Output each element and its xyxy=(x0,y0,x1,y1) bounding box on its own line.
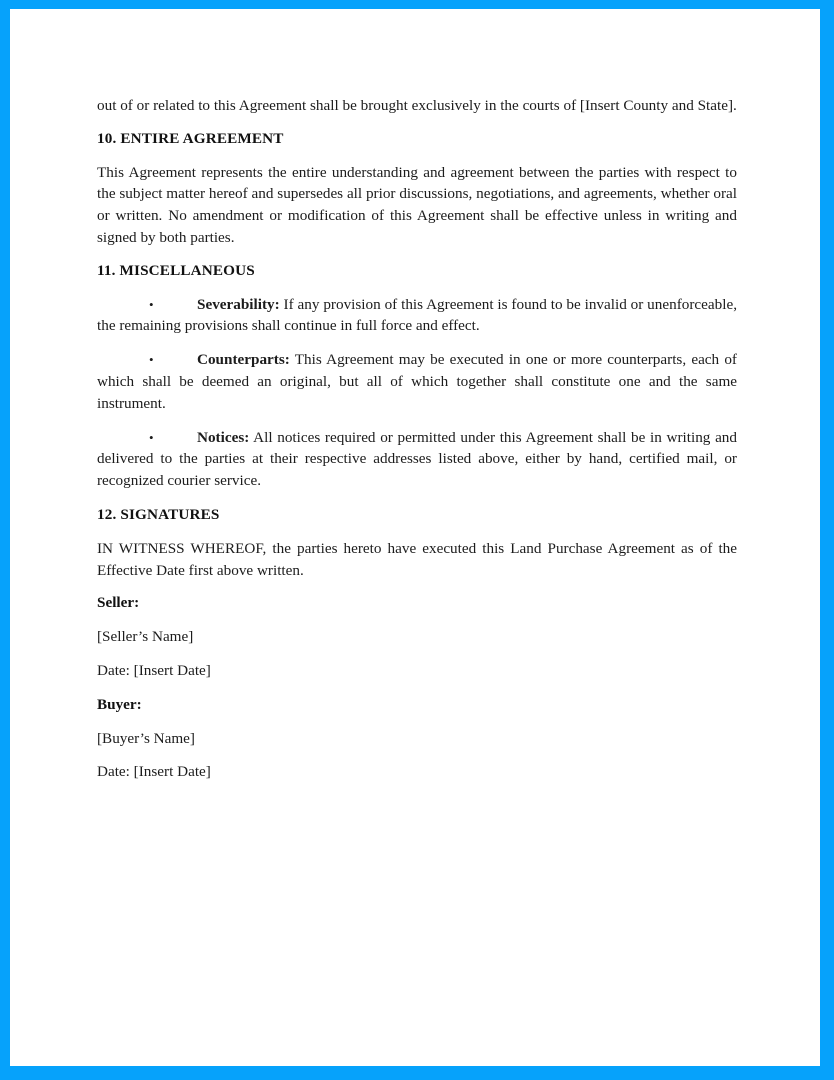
section-heading-entire-agreement: 10. ENTIRE AGREEMENT xyxy=(97,129,284,147)
section-paragraph-entire-agreement: This Agreement represents the entire understanding and agreement between the parties with respect to the subject matter hereof and supersedes all prior discussions, negotiations, and agreements, whether oral or written. No amendment or modification of this Agreement shall be effective unless in writing and signed by both parties. xyxy=(97,163,737,246)
bullet-point-icon: • xyxy=(149,296,154,312)
buyer-name-field: [Buyer’s Name] xyxy=(97,729,195,747)
continued-paragraph: out of or related to this Agreement shall be brought exclusively in the courts of [Insert County and State]. xyxy=(97,97,737,114)
section-heading-miscellaneous: 11. MISCELLANEOUS xyxy=(97,261,255,279)
bullet-term-notices: Notices: xyxy=(197,428,250,446)
bullet-item-notices xyxy=(97,427,737,492)
bullet-point-icon: • xyxy=(149,352,154,368)
buyer-label: Buyer: xyxy=(97,695,142,713)
bullet-term-counterparts: Counterparts: xyxy=(197,351,290,369)
bullet-term-severability: Severability: xyxy=(197,295,280,313)
section-heading-signatures: 12. SIGNATURES xyxy=(97,505,220,523)
seller-label: Seller: xyxy=(97,594,140,612)
seller-name-field: [Seller’s Name] xyxy=(97,628,194,646)
document-page xyxy=(10,9,820,1066)
bullet-text-severability: If any provision of this Agreement is found to be invalid or unenforceable, the remaining provisions shall continue in full force and effect. xyxy=(97,295,737,335)
seller-date-field: Date: [Insert Date] xyxy=(97,661,211,679)
document-body xyxy=(97,95,737,795)
bullet-point-icon: • xyxy=(149,429,154,445)
bullet-item-severability xyxy=(97,294,737,338)
bullet-item-counterparts xyxy=(97,349,737,414)
buyer-date-field: Date: [Insert Date] xyxy=(97,763,211,781)
bullet-text-notices: All notices required or permitted under this Agreement shall be in writing and delivered to the parties at their respective addresses listed above, either by hand, certified mail, or recognized courier service. xyxy=(97,428,737,490)
section-paragraph-signatures: IN WITNESS WHEREOF, the parties hereto have executed this Land Purchase Agreement as of the Effective Date first above written. xyxy=(97,539,737,579)
bullet-text-counterparts: This Agreement may be executed in one or more counterparts, each of which shall be deemed an original, but all of which together shall constitute one and the same instrument. xyxy=(97,351,737,412)
